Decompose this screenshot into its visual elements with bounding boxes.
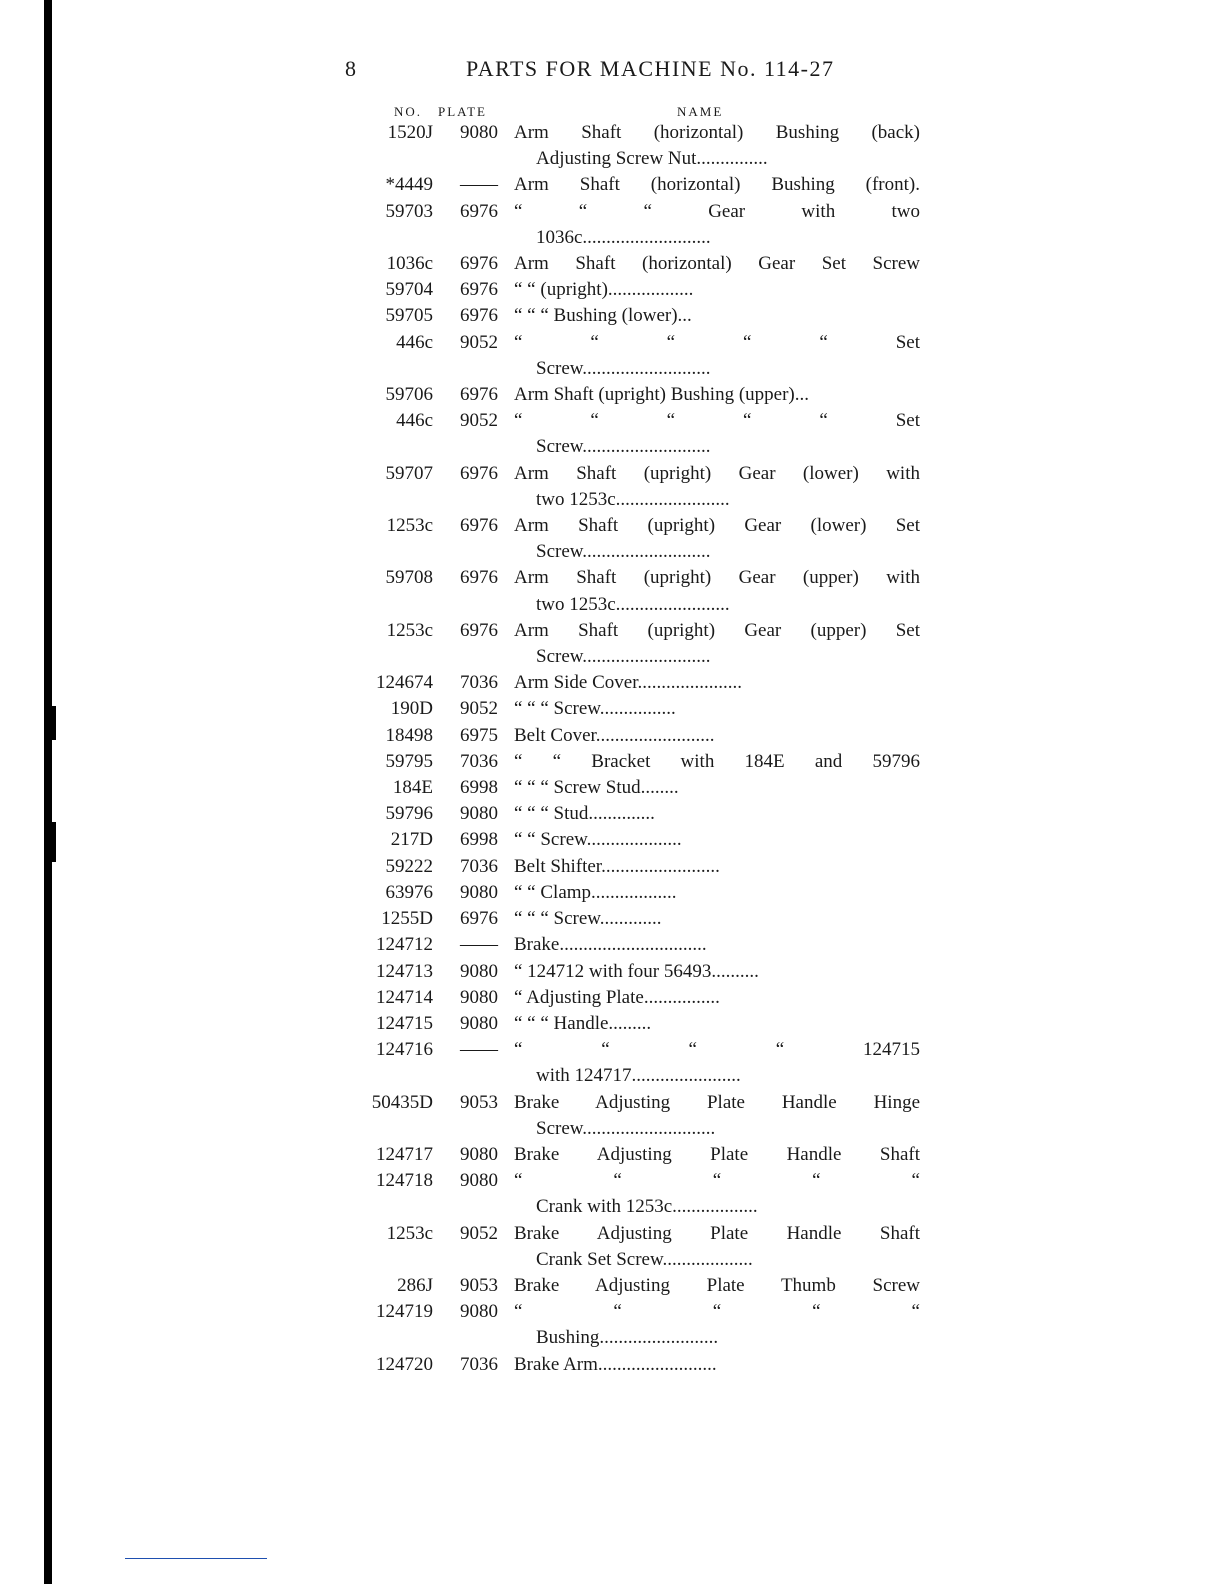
plate-number: 9053 xyxy=(460,1091,498,1113)
part-name: “ “ “ “ “ xyxy=(514,1301,920,1323)
part-name-continuation: Screw........................... xyxy=(536,646,711,668)
part-number: 1255D xyxy=(381,908,433,930)
parts-table xyxy=(360,120,920,1378)
part-number: 59704 xyxy=(385,279,433,301)
part-number: 59796 xyxy=(385,803,433,825)
table-row xyxy=(360,382,920,408)
part-number: 1253c xyxy=(386,515,433,537)
part-number: 1253c xyxy=(386,1222,433,1244)
part-name-continuation: two 1253c........................ xyxy=(536,488,730,510)
part-name-continuation: Screw............................ xyxy=(536,1117,716,1139)
plate-number: 6976 xyxy=(460,908,498,930)
part-number: 59222 xyxy=(385,855,433,877)
part-name-continuation: with 124717....................... xyxy=(536,1065,741,1087)
table-row xyxy=(360,1352,920,1378)
table-row xyxy=(360,775,920,801)
plate-number: 6976 xyxy=(460,515,498,537)
part-number: 124712 xyxy=(376,934,433,956)
plate-number: 6976 xyxy=(460,200,498,222)
part-number: 50435D xyxy=(371,1091,433,1113)
part-name: “ “ (upright).................. xyxy=(514,279,694,301)
part-number: 1036c xyxy=(386,253,433,275)
part-name-continuation: 1036c........................... xyxy=(536,226,711,248)
plate-number: 6998 xyxy=(460,777,498,799)
part-name-cell xyxy=(498,932,920,958)
table-row xyxy=(360,1221,920,1273)
table-row xyxy=(360,932,920,958)
plate-number: 9080 xyxy=(460,803,498,825)
table-row xyxy=(360,513,920,565)
part-name: “ “ “ “ “ Set xyxy=(514,331,920,353)
plate-number: 9052 xyxy=(460,410,498,432)
part-name: Arm Shaft (upright) Bushing (upper)... xyxy=(514,384,809,406)
part-name: “ “ “ “ “ Set xyxy=(514,410,920,432)
table-row xyxy=(360,1299,920,1351)
table-row xyxy=(360,303,920,329)
plate-number: 9052 xyxy=(460,331,498,353)
part-name-continuation: two 1253c........................ xyxy=(536,593,730,615)
plate-number: 6976 xyxy=(460,305,498,327)
part-name: “ “ Clamp.................. xyxy=(514,881,677,903)
part-name: “ “ Bracket with 184E and 59796 xyxy=(514,750,920,772)
plate-number: 9080 xyxy=(460,881,498,903)
table-row xyxy=(360,199,920,251)
part-name-continuation: Screw........................... xyxy=(536,357,711,379)
part-number: 59703 xyxy=(385,200,433,222)
plate-number: 9080 xyxy=(460,1143,498,1165)
plate-number: 6976 xyxy=(460,567,498,589)
table-row xyxy=(360,408,920,460)
part-name: Belt Cover......................... xyxy=(514,724,715,746)
table-row xyxy=(360,330,920,382)
part-name-continuation: Bushing......................... xyxy=(536,1327,719,1349)
part-name: “ “ “ Screw Stud........ xyxy=(514,777,679,799)
part-name-cell xyxy=(498,330,920,382)
part-name-cell xyxy=(498,775,920,801)
part-name-cell xyxy=(498,277,920,303)
table-row xyxy=(360,670,920,696)
part-number: 59708 xyxy=(385,567,433,589)
part-name-continuation: Adjusting Screw Nut............... xyxy=(536,148,768,170)
plate-number: 9080 xyxy=(460,1301,498,1323)
part-name-cell xyxy=(498,120,920,172)
part-name-cell xyxy=(498,985,920,1011)
part-number: 59706 xyxy=(385,384,433,406)
part-name: “ 124712 with four 56493.......... xyxy=(514,960,759,982)
plate-number: 7036 xyxy=(460,672,498,694)
binding-notch xyxy=(44,706,56,740)
part-name-cell xyxy=(498,513,920,565)
part-number: 59705 xyxy=(385,305,433,327)
part-name: Arm Side Cover...................... xyxy=(514,672,742,694)
binding-notch xyxy=(44,822,56,862)
table-row xyxy=(360,277,920,303)
part-name-cell xyxy=(498,461,920,513)
plate-number: 9080 xyxy=(460,1170,498,1192)
part-name-cell xyxy=(498,1273,920,1299)
table-row xyxy=(360,906,920,932)
table-row xyxy=(360,618,920,670)
part-name: Brake Adjusting Plate Handle Shaft xyxy=(514,1222,920,1244)
part-number: 124720 xyxy=(376,1353,433,1375)
table-row xyxy=(360,1168,920,1220)
plate-number: 7036 xyxy=(460,1353,498,1375)
part-name: “ “ “ “ “ xyxy=(514,1170,920,1192)
part-name-cell xyxy=(498,854,920,880)
column-header-no: NO. xyxy=(394,104,423,119)
table-row xyxy=(360,985,920,1011)
table-row xyxy=(360,854,920,880)
part-name-cell xyxy=(498,670,920,696)
table-row xyxy=(360,1273,920,1299)
part-number: 59795 xyxy=(385,750,433,772)
part-name: “ “ “ “ 124715 xyxy=(514,1039,920,1061)
part-number: 1520J xyxy=(387,122,433,143)
plate-number: 6976 xyxy=(460,253,498,275)
part-name: “ “ “ Bushing (lower)... xyxy=(514,305,692,327)
part-number: 63976 xyxy=(385,881,433,903)
part-name: Arm Shaft (horizontal) Bushing (front). xyxy=(514,174,920,196)
plate-number: 6998 xyxy=(460,829,498,851)
plate-number: —— xyxy=(460,1039,498,1061)
part-name: Arm Shaft (upright) Gear (lower) Set xyxy=(514,515,920,537)
column-header-plate: PLATE xyxy=(438,104,487,119)
part-name-cell xyxy=(498,199,920,251)
table-row xyxy=(360,696,920,722)
plate-number: 6976 xyxy=(460,619,498,641)
part-name: “ “ “ Screw................ xyxy=(514,698,676,720)
table-row xyxy=(360,1090,920,1142)
part-name-cell xyxy=(498,723,920,749)
part-number: 124717 xyxy=(376,1143,433,1165)
part-name-cell xyxy=(498,696,920,722)
part-name-cell xyxy=(498,801,920,827)
part-number: 124718 xyxy=(376,1170,433,1192)
plate-number: 9052 xyxy=(460,698,498,720)
table-row xyxy=(360,1037,920,1089)
part-name-cell xyxy=(498,618,920,670)
part-name: Arm Shaft (horizontal) Gear Set Screw xyxy=(514,253,920,275)
part-name: Brake Arm......................... xyxy=(514,1353,717,1375)
part-name-cell xyxy=(498,1168,920,1220)
part-name-cell xyxy=(498,1352,920,1378)
part-number: 18498 xyxy=(385,724,433,746)
table-row xyxy=(360,1011,920,1037)
part-name: “ “ “ Screw............. xyxy=(514,908,662,930)
plate-number: —— xyxy=(460,174,498,196)
plate-number: 7036 xyxy=(460,750,498,772)
part-number: 190D xyxy=(390,698,433,720)
part-name: “ “ “ Gear with two xyxy=(514,200,920,222)
part-name-cell xyxy=(498,959,920,985)
part-name-cell xyxy=(498,382,920,408)
part-name: “ “ “ Handle......... xyxy=(514,1012,652,1034)
page-title: PARTS FOR MACHINE No. 114-27 xyxy=(466,56,835,81)
part-name: “ “ Screw.................... xyxy=(514,829,682,851)
part-number: 124719 xyxy=(376,1301,433,1323)
part-name-cell xyxy=(498,251,920,277)
part-name-cell xyxy=(498,1037,920,1089)
part-name: Arm Shaft (upright) Gear (upper) with xyxy=(514,567,920,589)
part-number: *4449 xyxy=(385,174,433,196)
page-number: 8 xyxy=(345,56,357,81)
part-name-cell xyxy=(498,1011,920,1037)
table-row xyxy=(360,749,920,775)
part-number: 124714 xyxy=(376,986,433,1008)
part-name-cell xyxy=(498,565,920,617)
part-name: “ Adjusting Plate................ xyxy=(514,986,720,1008)
part-name-cell xyxy=(498,1090,920,1142)
part-name-cell xyxy=(498,172,920,198)
part-number: 124715 xyxy=(376,1012,433,1034)
table-row xyxy=(360,461,920,513)
plate-number: 6976 xyxy=(460,384,498,406)
part-name: Brake Adjusting Plate Handle Hinge xyxy=(514,1091,920,1113)
plate-number: 9053 xyxy=(460,1274,498,1296)
binding-edge xyxy=(44,0,52,1584)
part-name: Belt Shifter......................... xyxy=(514,855,720,877)
table-row xyxy=(360,827,920,853)
table-row xyxy=(360,801,920,827)
part-number: 124674 xyxy=(376,672,433,694)
plate-number: 7036 xyxy=(460,855,498,877)
table-row xyxy=(360,959,920,985)
part-name: Brake Adjusting Plate Thumb Screw xyxy=(514,1274,920,1296)
table-row xyxy=(360,120,920,172)
part-name-cell xyxy=(498,303,920,329)
part-number: 217D xyxy=(390,829,433,851)
footnote-rule xyxy=(125,1558,267,1559)
part-name-cell xyxy=(498,408,920,460)
part-name: “ “ “ Stud.............. xyxy=(514,803,655,825)
part-number: 59707 xyxy=(385,462,433,484)
part-name-cell xyxy=(498,1142,920,1168)
part-name-cell xyxy=(498,1221,920,1273)
part-name: Brake............................... xyxy=(514,934,707,956)
part-name: Arm Shaft (upright) Gear (lower) with xyxy=(514,462,920,484)
part-name-continuation: Crank Set Screw................... xyxy=(536,1248,753,1270)
part-number: 446c xyxy=(396,410,433,432)
table-row xyxy=(360,1142,920,1168)
plate-number: 9080 xyxy=(460,1012,498,1034)
plate-number: 9080 xyxy=(460,122,498,143)
part-name: Arm Shaft (horizontal) Bushing (back) xyxy=(514,122,920,143)
part-number: 286J xyxy=(397,1274,433,1296)
part-name-cell xyxy=(498,880,920,906)
column-header-name: NAME xyxy=(677,104,724,119)
plate-number: 9080 xyxy=(460,960,498,982)
table-row xyxy=(360,565,920,617)
part-name-continuation: Screw........................... xyxy=(536,436,711,458)
table-row xyxy=(360,251,920,277)
part-number: 124716 xyxy=(376,1039,433,1061)
part-name-cell xyxy=(498,1299,920,1351)
table-row xyxy=(360,723,920,749)
plate-number: 9080 xyxy=(460,986,498,1008)
plate-number: 6976 xyxy=(460,462,498,484)
plate-number: —— xyxy=(460,934,498,956)
table-row xyxy=(360,880,920,906)
part-number: 124713 xyxy=(376,960,433,982)
part-name-cell xyxy=(498,749,920,775)
plate-number: 6975 xyxy=(460,724,498,746)
part-name-cell xyxy=(498,906,920,932)
part-number: 446c xyxy=(396,331,433,353)
part-number: 184E xyxy=(392,777,433,799)
part-name-cell xyxy=(498,827,920,853)
part-name: Arm Shaft (upright) Gear (upper) Set xyxy=(514,619,920,641)
part-number: 1253c xyxy=(386,619,433,641)
table-row xyxy=(360,172,920,198)
part-name-continuation: Screw........................... xyxy=(536,541,711,563)
plate-number: 6976 xyxy=(460,279,498,301)
plate-number: 9052 xyxy=(460,1222,498,1244)
part-name: Brake Adjusting Plate Handle Shaft xyxy=(514,1143,920,1165)
part-name-continuation: Crank with 1253c.................. xyxy=(536,1196,758,1218)
